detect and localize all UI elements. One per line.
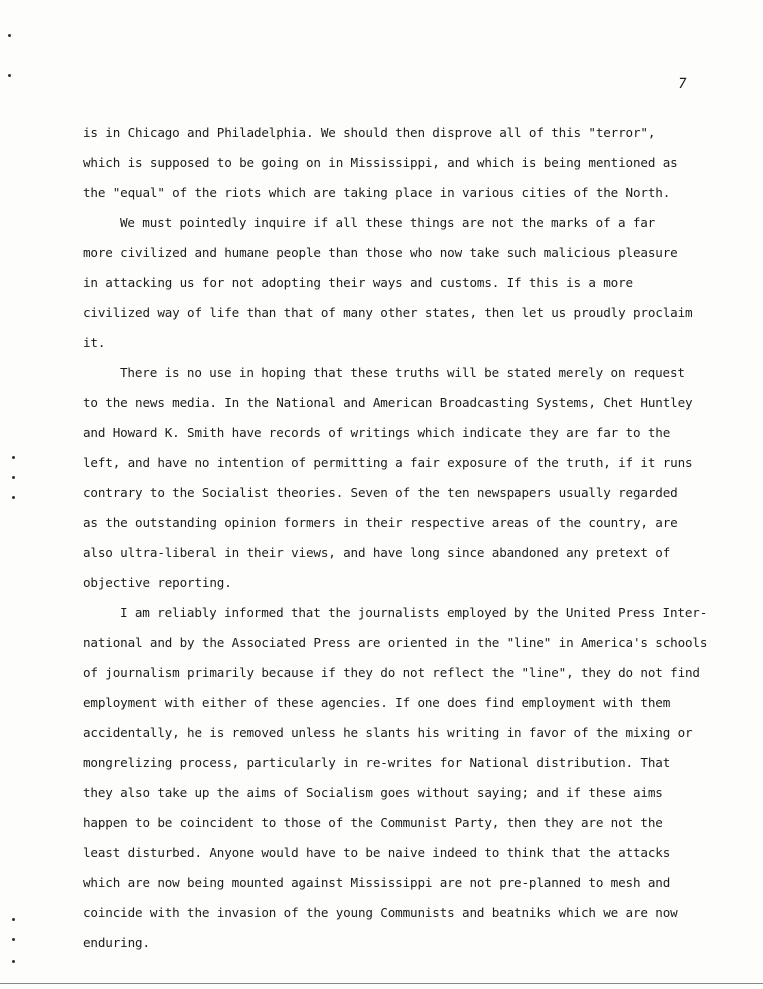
text-line: left, and have no intention of permitting a fair exposure of the truth, if it runs — [83, 455, 693, 470]
punch-mark — [12, 918, 15, 921]
text-line: mongrelizing process, particularly in re-writes for National distribution. That — [83, 755, 671, 770]
text-line: happen to be coincident to those of the Communist Party, then they are not the — [83, 815, 663, 830]
punch-mark — [12, 476, 15, 479]
text-line: as the outstanding opinion formers in their respective areas of the country, are — [83, 515, 678, 530]
text-line: is in Chicago and Philadelphia. We should then disprove all of this "terror", — [83, 125, 656, 140]
text-line: of journalism primarily because if they do not reflect the "line", they do not find — [83, 665, 700, 680]
paragraph-first-line: There is no use in hoping that these truths will be stated merely on request — [120, 365, 685, 380]
text-line: which is supposed to be going on in Mississippi, and which is being mentioned as — [83, 155, 678, 170]
text-line: it. — [83, 335, 106, 350]
punch-mark — [8, 74, 11, 77]
text-line: national and by the Associated Press are oriented in the "line" in America's schools — [83, 635, 708, 650]
punch-mark — [12, 496, 15, 499]
text-line: objective reporting. — [83, 575, 232, 590]
page-number: 7 — [676, 76, 688, 92]
page-bottom-edge — [0, 983, 763, 984]
text-line: and Howard K. Smith have records of writings which indicate they are far to the — [83, 425, 671, 440]
document-body — [83, 118, 715, 958]
text-line: employment with either of these agencies. If one does find employment with them — [83, 695, 671, 710]
text-line: they also take up the aims of Socialism goes without saying; and if these aims — [83, 785, 663, 800]
text-line: in attacking us for not adopting their ways and customs. If this is a more — [83, 275, 633, 290]
punch-mark — [12, 960, 15, 963]
text-line: enduring. — [83, 935, 150, 950]
text-line: accidentally, he is removed unless he slants his writing in favor of the mixing or — [83, 725, 693, 740]
text-line: coincide with the invasion of the young Communists and beatniks which we are now — [83, 905, 678, 920]
text-line: which are now being mounted against Mississippi are not pre-planned to mesh and — [83, 875, 671, 890]
text-line: civilized way of life than that of many other states, then let us proudly proclaim — [83, 305, 693, 320]
punch-mark — [8, 34, 11, 37]
text-line: also ultra-liberal in their views, and have long since abandoned any pretext of — [83, 545, 671, 560]
punch-mark — [12, 938, 15, 941]
text-line: more civilized and humane people than those who now take such malicious pleasure — [83, 245, 678, 260]
text-line: contrary to the Socialist theories. Seven of the ten newspapers usually regarded — [83, 485, 678, 500]
paragraph-first-line: I am reliably informed that the journalists employed by the United Press Inter- — [120, 605, 708, 620]
text-line: the "equal" of the riots which are taking place in various cities of the North. — [83, 185, 671, 200]
text-line: to the news media. In the National and American Broadcasting Systems, Chet Huntley — [83, 395, 693, 410]
punch-mark — [12, 456, 15, 459]
text-line: least disturbed. Anyone would have to be naive indeed to think that the attacks — [83, 845, 671, 860]
paragraph-first-line: We must pointedly inquire if all these things are not the marks of a far — [120, 215, 656, 230]
